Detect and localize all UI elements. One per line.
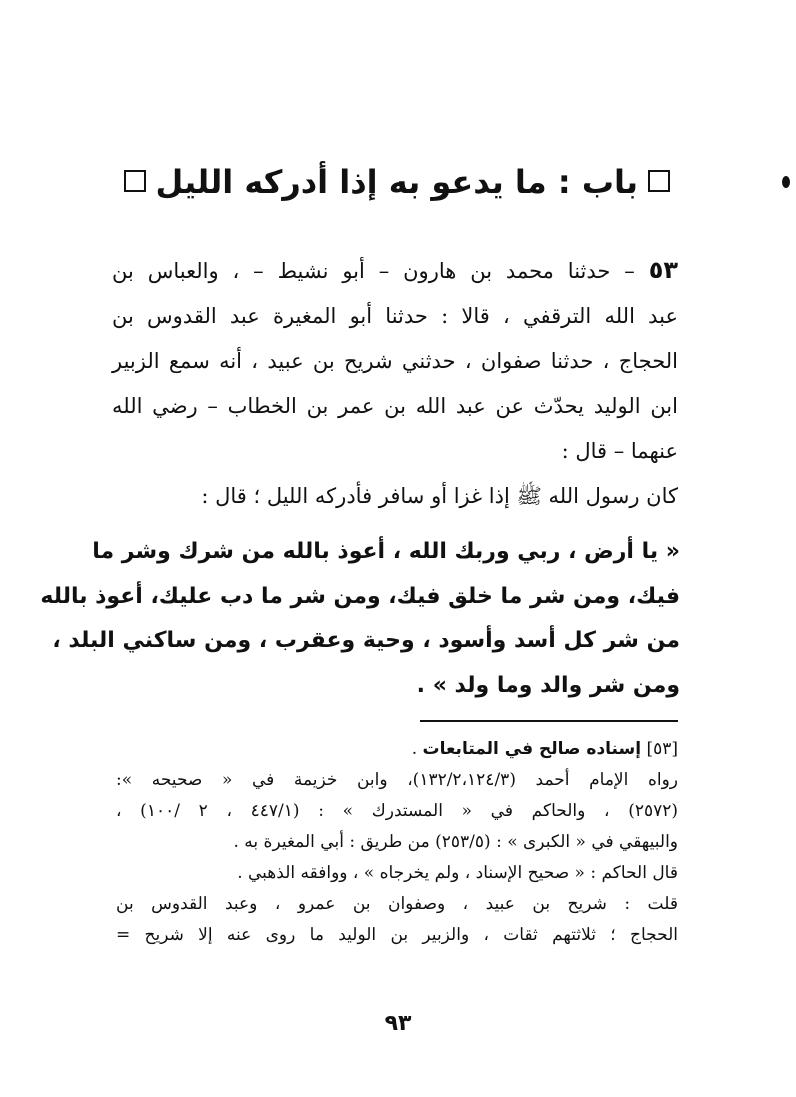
chapter-title (120, 158, 680, 206)
box-ornament-icon (124, 170, 146, 192)
dua-line: « يا أرض ، ربي وربك الله ، أعوذ بالله من شرك وشر ما (92, 539, 680, 564)
dua-line: من شر كل أسد وأسود ، وحية وعقرب ، ومن ساكني البلد ، (52, 628, 680, 653)
dua-line: فيك، ومن شر ما خلق فيك، ومن شر ما دب عليك، أعوذ بالله (40, 583, 680, 609)
dua-text (40, 530, 680, 708)
box-ornament-icon (648, 170, 670, 192)
footnote-line: الحجاج ؛ ثلاثتهم ثقات ، والزبير بن الوليد ما روى عنه إلا شريح = (116, 925, 678, 945)
isnad-line: عنهما – قال : (561, 439, 678, 463)
footnote-heading-line: [٥٣] إسناده صالح في المتابعات . (411, 739, 678, 759)
matn-intro: كان رسول الله ﷺ إذا غزا أو سافر فأدركه الليل ؛ قال : (201, 484, 678, 508)
footnote-divider (420, 720, 678, 722)
chapter-title-text: باب : ما يدعو به إذا أدركه الليل (155, 163, 638, 201)
isnad-line: ابن الوليد يحدّث عن عبد الله بن عمر بن الخطاب – رضي الله (112, 394, 678, 418)
dua-line: ومن شر والد وما ولد » . (416, 672, 680, 698)
footnote-heading: إسناده صالح في المتابعات (422, 739, 642, 759)
margin-mark (782, 176, 790, 188)
footnote-line: والبيهقي في « الكبرى » : (٢٥٣/٥) من طريق : أبي المغيرة به . (233, 832, 678, 852)
footnotes (116, 734, 678, 951)
isnad-line: الحجاج ، حدثنا صفوان ، حدثني شريح بن عبيد ، أنه سمع الزبير (112, 349, 678, 373)
footnote-ref: [٥٣] (646, 739, 678, 759)
footnote-line: قلت : شريح بن عبيد ، وصفوان بن عمرو ، وعبد القدوس بن (116, 894, 678, 914)
footnote-line: (٢٥٧٢) ، والحاكم في « المستدرك » : (٤٤٧/١ ، ٢ /١٠٠) ، (116, 801, 679, 821)
isnad-line: ٥٣ – حدثنا محمد بن هارون – أبو نشيط – ، والعباس بن (112, 256, 678, 284)
hadith-number: ٥٣ (648, 256, 678, 284)
isnad-line: عبد الله الترقفي ، قالا : حدثنا أبو المغيرة عبد القدوس بن (112, 304, 678, 328)
footnote-line: رواه الإمام أحمد (١٣٢/٢،١٢٤/٣)، وابن خزيمة في « صحيحه »: (116, 770, 678, 790)
hadith-isnad (112, 248, 678, 474)
page-number: ٩٣ (384, 1011, 412, 1036)
footnote-line: قال الحاكم : « صحيح الإسناد ، ولم يخرجاه » ، ووافقه الذهبي . (237, 863, 678, 883)
